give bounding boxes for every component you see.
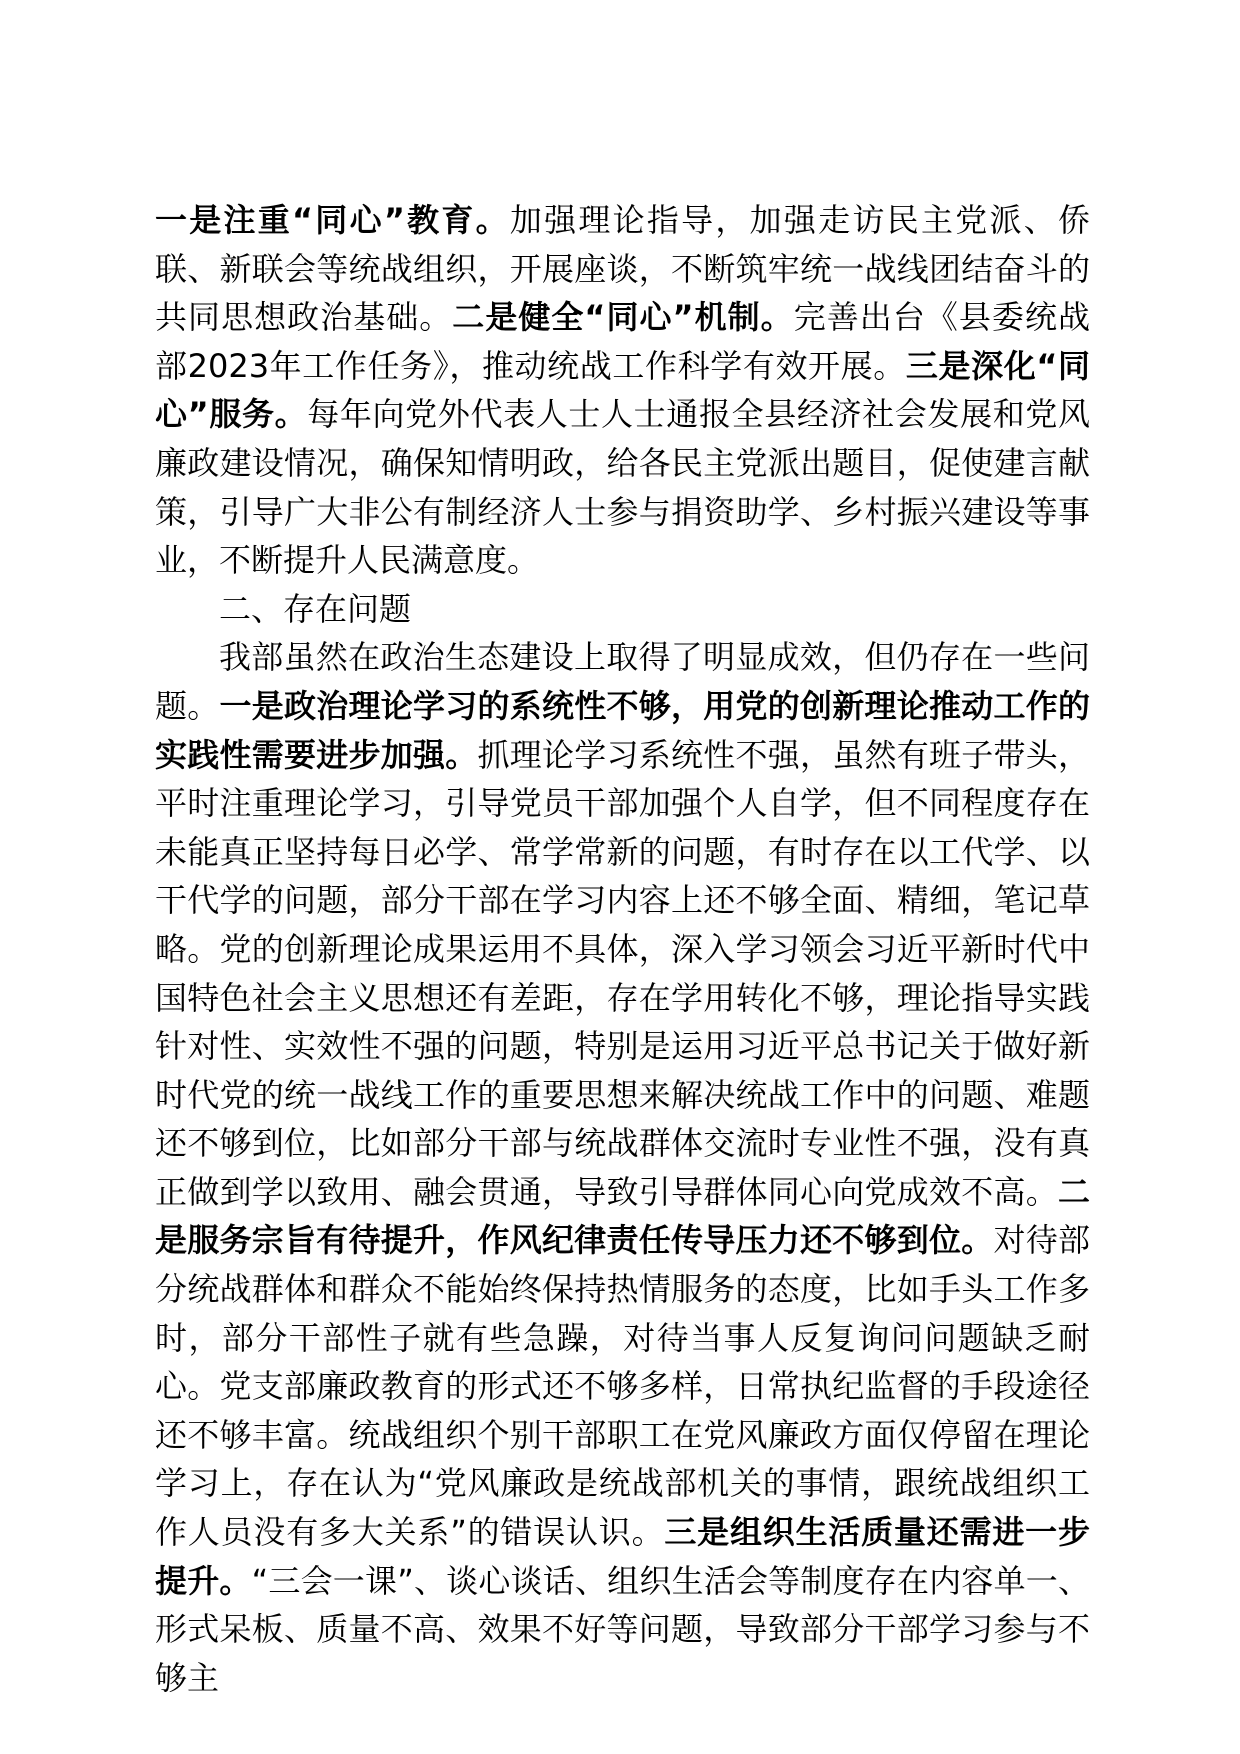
section-heading: 二、存在问题 bbox=[219, 589, 412, 628]
problem-3-heading: 三是组织生活质量还需进一步提升。 bbox=[155, 1513, 1090, 1600]
point-1-text: 加强理论指导，加强走访民主党派、侨联、新联会等统战组织，开展座谈，不断筑牢统一战线团结奋斗的共同思想政治基础。 bbox=[155, 201, 1090, 337]
problems-intro: 我部虽然在政治生态建设上取得了明显成效，但仍存在一些问题。 bbox=[155, 638, 1090, 725]
point-3-heading: 三是深化“同心”服务。 bbox=[155, 346, 1090, 434]
problem-3-text: “三会一课”、谈心谈话、组织生活会等制度存在内容单一、形式呆板、质量不高、效果不好等问题，导致部分干部学习参与不够主 bbox=[155, 1561, 1090, 1697]
point-1-heading: 一是注重“同心”教育。 bbox=[155, 201, 510, 239]
paragraph-tongxin bbox=[155, 196, 1090, 585]
point-2-heading: 二是健全“同心”机制。 bbox=[452, 298, 794, 337]
document-page bbox=[155, 196, 1090, 1702]
problem-2-heading: 二是服务宗旨有待提升，作风纪律责任传导压力还不够到位。 bbox=[155, 1172, 1090, 1260]
problem-1-heading: 一是政治理论学习的系统性不够，用党的创新理论推动工作的实践性需要进步加强。 bbox=[155, 686, 1090, 774]
point-2-text: 完善出台《县委统战部2023年工作任务》，推动统战工作科学有效开展。 bbox=[155, 298, 1090, 385]
problem-2-text: 对待部分统战群体和群众不能始终保持热情服务的态度，比如手头工作多时，部分干部性子就有些急躁，对待当事人反复询问问题缺乏耐心。党支部廉政教育的形式还不够多样，日常执纪监督的手段途径还不够丰富。统战组织个别干部职工在党风廉政方面仅停留在理论学习上，存在认为“党风廉政是统战部机关的事情，跟统战组织工作人员没有多大关系”的错误认识。 bbox=[155, 1221, 1090, 1552]
paragraph-problems bbox=[155, 633, 1090, 1702]
point-3-text: 每年向党外代表人士人士通报全县经济社会发展和党风廉政建设情况，确保知情明政，给各民主党派出题目，促使建言献策，引导广大非公有制经济人士参与捐资助学、乡村振兴建设等事业，不断提升人民满意度。 bbox=[155, 395, 1090, 580]
problem-1-text: 抓理论学习系统性不强，虽然有班子带头，平时注重理论学习，引导党员干部加强个人自学，但不同程度存在未能真正坚持每日必学、常学常新的问题，有时存在以工代学、以干代学的问题，部分干部在学习内容上还不够全面、精细，笔记草略。党的创新理论成果运用不具体，深入学习领会习近平新时代中国特色社会主义思想还有差距，存在学用转化不够，理论指导实践针对性、实效性不强的问题，特别是运用习近平总书记关于做好新时代党的统一战线工作的重要思想来解决统战工作中的问题、难题还不够到位，比如部分干部与统战群体交流时专业性不强，没有真正做到学以致用、融会贯通，导致引导群体同心向党成效不高。 bbox=[155, 735, 1090, 1211]
